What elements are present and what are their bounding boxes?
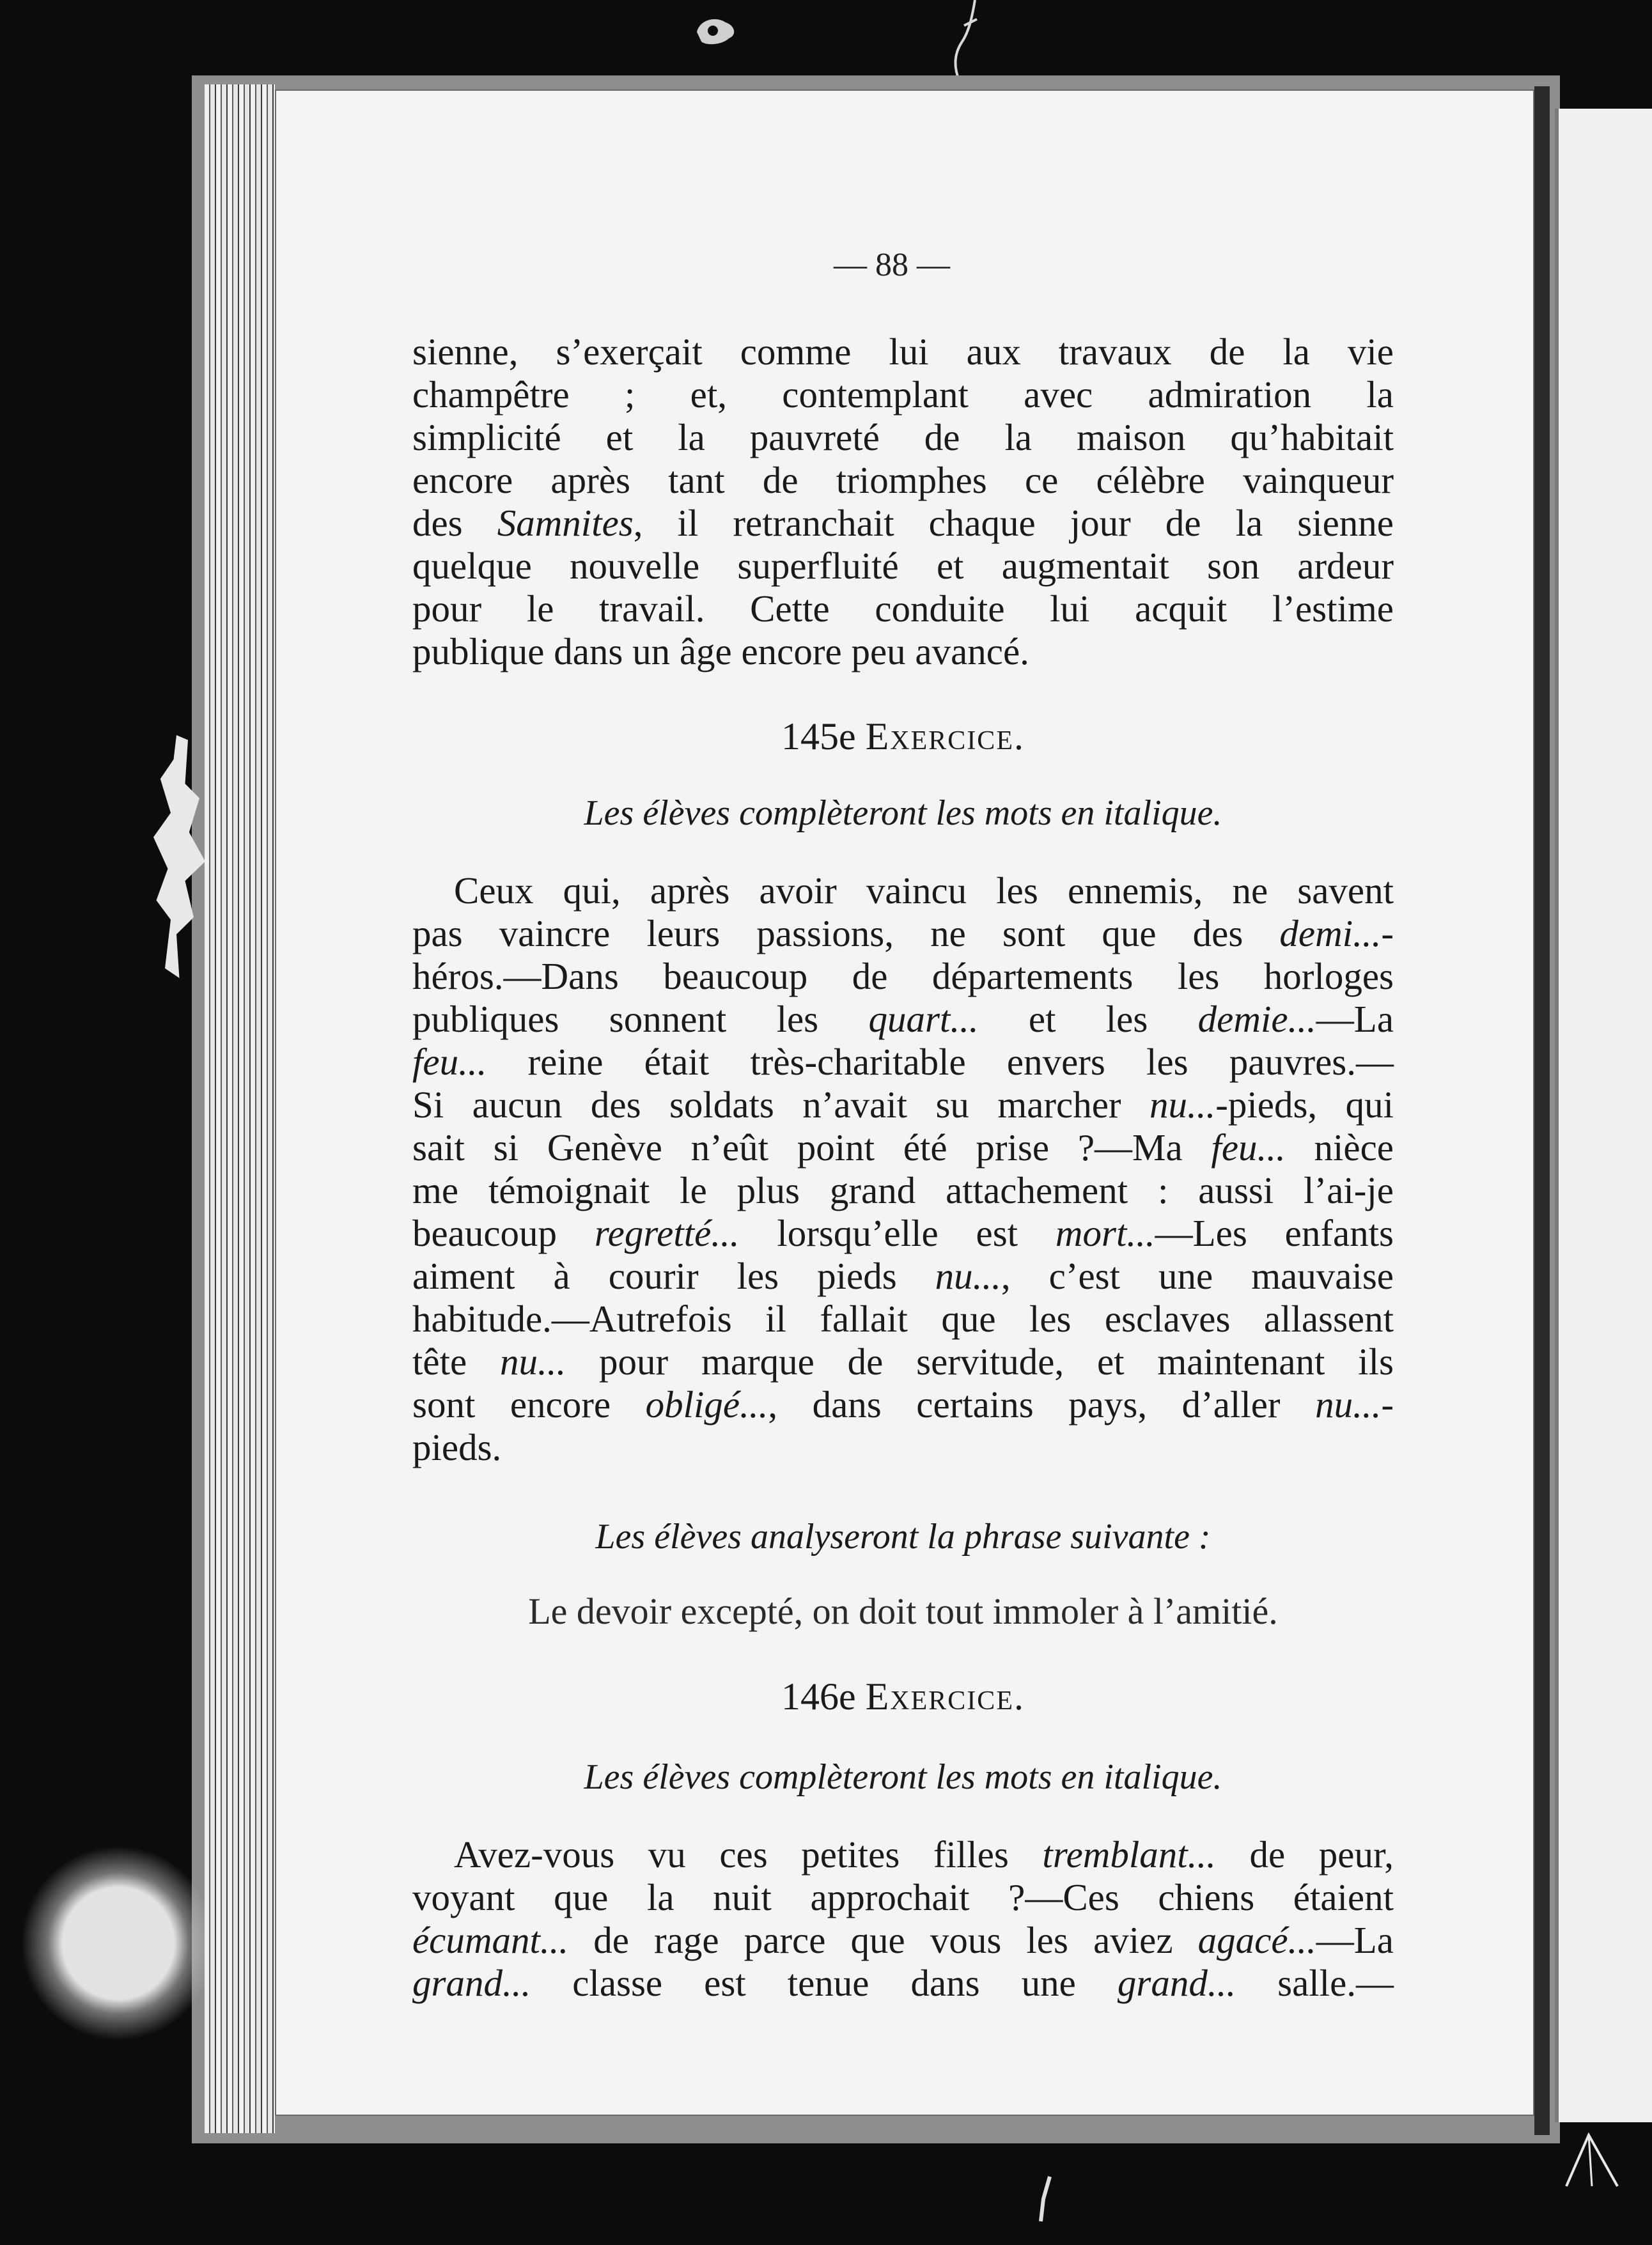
italic-word: Samnites xyxy=(497,502,634,544)
exercise-line xyxy=(412,998,1394,1041)
text-run: , dans certains pays, d’aller xyxy=(768,1383,1316,1425)
exercise-line: me témoignait le plus grand attachement : aussi l’ai-je xyxy=(412,1169,1394,1211)
text-run: , c’est une mauvaise xyxy=(1001,1255,1394,1297)
exercise-line xyxy=(412,912,1394,955)
text-run: lorsqu’elle est xyxy=(739,1212,1056,1254)
blank-word: tremblant... xyxy=(1042,1833,1216,1876)
text-run: de peur, xyxy=(1215,1833,1394,1876)
passage-text xyxy=(412,330,1394,673)
blank-word: nu... xyxy=(499,1340,566,1383)
text-run: sont encore xyxy=(412,1383,646,1425)
blank-word: mort... xyxy=(1055,1212,1155,1254)
passage-line: champêtre ; et, contemplant avec admiration la xyxy=(412,373,1394,416)
exercise-145-heading xyxy=(412,715,1394,759)
text-run: —Les enfants xyxy=(1155,1212,1394,1254)
text-run: Avez-vous vu ces petites filles xyxy=(454,1833,1043,1876)
passage-line: simplicité et la pauvreté de la maison qu’habitait xyxy=(412,416,1394,458)
exercise-145-text xyxy=(412,869,1394,1469)
exercise-line xyxy=(412,1833,1394,1876)
passage-line: quelque nouvelle superfluité et augmentait son ardeur xyxy=(412,545,1394,587)
scratch-mark xyxy=(1036,2173,1055,2225)
text-run: reine était très-charitable envers les pauvres.— xyxy=(487,1041,1394,1083)
exercise-line xyxy=(412,1084,1394,1126)
text-run: publiques sonnent les xyxy=(412,998,869,1040)
text-run: , il retranchait chaque jour de la sienne xyxy=(633,502,1394,544)
text-run: -pieds, qui xyxy=(1215,1084,1394,1126)
passage-line: sienne, s’exerçait comme lui aux travaux de la vie xyxy=(412,330,1394,373)
text-run: —La xyxy=(1316,1919,1394,1961)
exercise-title: Exercice. xyxy=(865,715,1025,757)
corner-fold-mark xyxy=(1563,2129,1621,2189)
text-run: de rage parce que vous les aviez xyxy=(568,1919,1198,1961)
text-run: beaucoup xyxy=(412,1212,595,1254)
tape-residue-bottom xyxy=(13,1841,205,2046)
text-run: - xyxy=(1381,912,1394,954)
blank-word: écumant... xyxy=(412,1919,569,1961)
exercise-line xyxy=(412,1383,1394,1426)
exercise-line: habitude.—Autrefois il fallait que les esclaves allassent xyxy=(412,1298,1394,1340)
text-run: sait si Genève n’eût point été prise ?—Ma xyxy=(412,1126,1212,1169)
text-run: nièce xyxy=(1285,1126,1394,1169)
text-run: —La xyxy=(1316,998,1394,1040)
page-number: — 88 — xyxy=(834,247,950,283)
exercise-number: 145e xyxy=(781,715,856,757)
page-edges xyxy=(205,84,275,2133)
blank-word: obligé... xyxy=(645,1383,768,1425)
blank-word: agacé... xyxy=(1197,1919,1316,1961)
exercise-line: voyant que la nuit approchait ?—Ces chiens étaient xyxy=(412,1876,1394,1918)
blank-word: feu... xyxy=(412,1041,487,1083)
text-run: pour marque de servitude, et maintenant ils xyxy=(566,1340,1394,1383)
exercise-title: Exercice. xyxy=(865,1675,1025,1718)
gutter-shadow xyxy=(1534,86,1550,2135)
exercise-line xyxy=(412,1340,1394,1383)
facing-page-edge xyxy=(1555,109,1652,2122)
blank-word: quart... xyxy=(868,998,979,1040)
analysis-instruction: Les élèves analyseront la phrase suivante : xyxy=(595,1517,1211,1557)
exercise-line xyxy=(412,1212,1394,1255)
exercise-line xyxy=(412,1126,1394,1169)
pen-stroke-mark xyxy=(946,0,985,83)
blank-word: nu... xyxy=(1315,1383,1382,1425)
text-run: pas vaincre leurs passions, ne sont que des xyxy=(412,912,1280,954)
exercise-146-instruction: Les élèves complèteront les mots en italique. xyxy=(584,1757,1222,1797)
text-run: salle.— xyxy=(1236,1962,1394,2004)
passage-line: publique dans un âge encore peu avancé. xyxy=(412,630,1029,672)
blank-word: nu... xyxy=(1149,1084,1216,1126)
text-run: - xyxy=(1381,1383,1394,1425)
text-run: tête xyxy=(412,1340,500,1383)
analysis-sentence: Le devoir excepté, on doit tout immoler à l’amitié. xyxy=(528,1590,1278,1632)
exercise-line xyxy=(412,1041,1394,1084)
text-run: Si aucun des soldats n’avait su marcher xyxy=(412,1084,1149,1126)
scan-blot-mark xyxy=(694,13,738,48)
exercise-146-text xyxy=(412,1833,1394,2005)
exercise-line: héros.—Dans beaucoup de départements les horloges xyxy=(412,955,1394,997)
exercise-number: 146e xyxy=(781,1675,856,1718)
text-run: classe est tenue dans une xyxy=(531,1962,1118,2004)
exercise-line xyxy=(412,1919,1394,1962)
exercise-line xyxy=(412,1255,1394,1298)
blank-word: demie... xyxy=(1197,998,1316,1040)
exercise-line: pieds. xyxy=(412,1426,502,1468)
text-run: aiment à courir les pieds xyxy=(412,1255,935,1297)
blank-word: grand... xyxy=(412,1962,531,2004)
blank-word: regretté... xyxy=(594,1212,740,1254)
exercise-146-heading xyxy=(412,1675,1394,1719)
passage-line xyxy=(412,502,1394,545)
exercise-145-instruction: Les élèves complèteront les mots en italique. xyxy=(584,793,1222,833)
blank-word: grand... xyxy=(1117,1962,1236,2004)
text-run: et les xyxy=(978,998,1198,1040)
exercise-line xyxy=(412,1962,1394,2005)
blank-word: nu... xyxy=(935,1255,1001,1297)
passage-line: pour le travail. Cette conduite lui acquit l’estime xyxy=(412,587,1394,630)
blank-word: feu... xyxy=(1211,1126,1286,1169)
text-run: des xyxy=(412,502,497,544)
passage-line: encore après tant de triomphes ce célèbre vainqueur xyxy=(412,459,1394,501)
blank-word: demi... xyxy=(1279,912,1382,954)
exercise-line: Ceux qui, après avoir vaincu les ennemis, ne savent xyxy=(454,869,1394,912)
